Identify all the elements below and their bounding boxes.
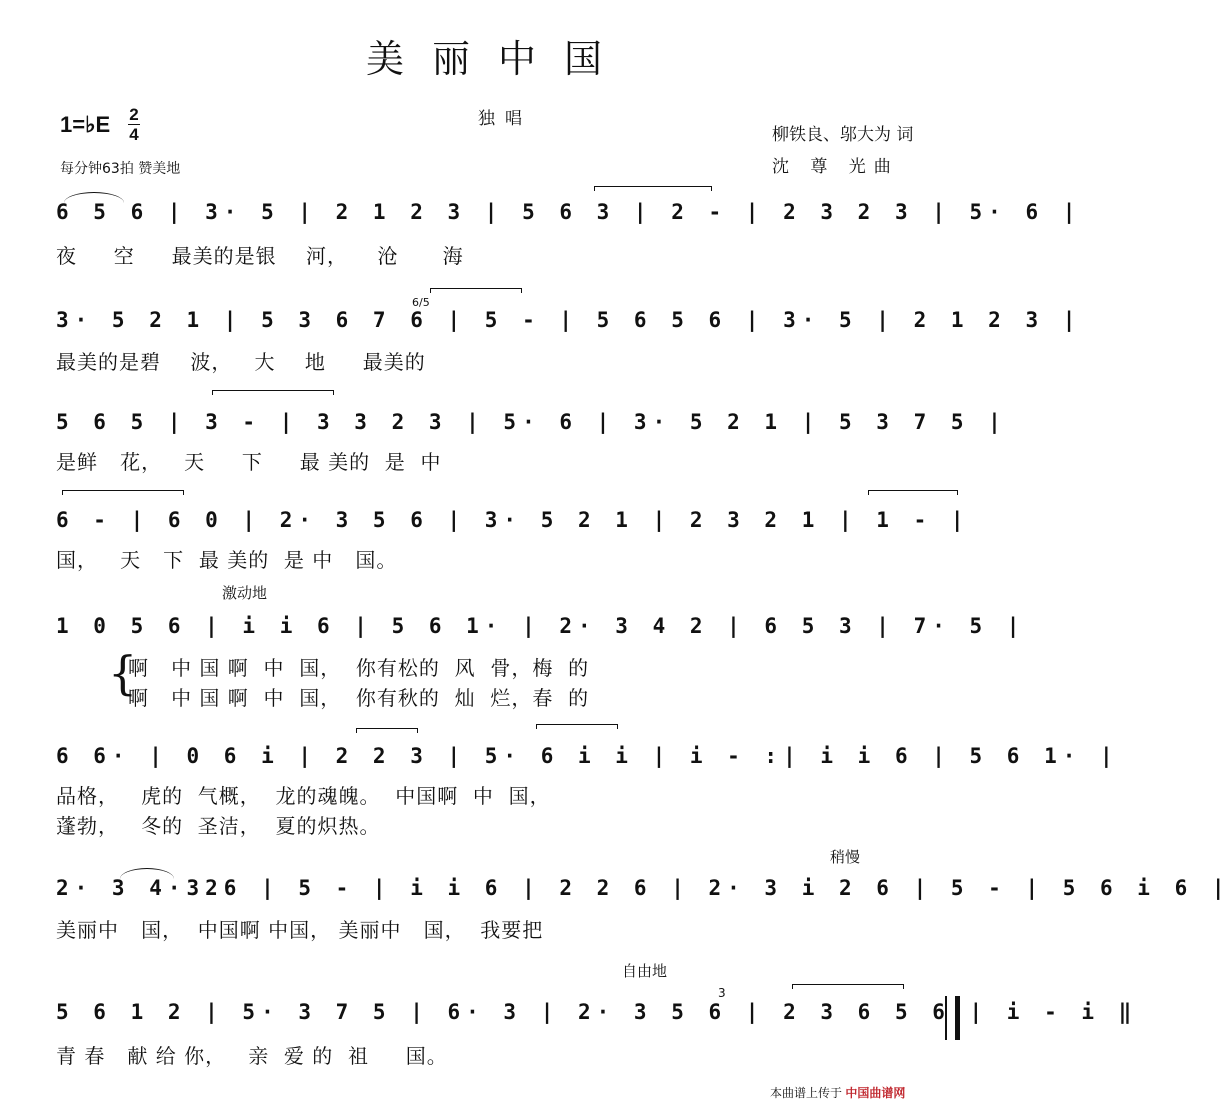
- performance-type: 独唱: [478, 109, 532, 129]
- footer-prefix: 本曲谱上传于: [770, 1086, 843, 1100]
- tie: [594, 186, 712, 191]
- composer-credit: 沈 尊 光曲: [772, 157, 899, 177]
- footer-credit: [770, 1084, 905, 1101]
- system-3-lyrics: 是鲜 花， 天 下 最 美的 是 中: [56, 450, 442, 474]
- tie: [356, 728, 418, 733]
- slur: [120, 868, 174, 879]
- system-3-notes: 5 6 5 | 3 - | 3 3 2 3 | 5· 6 | 3· 5 2 1 | 5 3 7 5 |: [56, 410, 1007, 434]
- key-change-mark: 6/5: [412, 296, 430, 309]
- system-4-lyrics: 国， 天 下 最 美的 是 中 国。: [56, 548, 398, 572]
- system-5-lyrics-verse-1: 啊 中 国 啊 中 国， 你有松的 风 骨，梅 的: [128, 656, 590, 680]
- time-denominator: 4: [129, 125, 139, 144]
- system-4-notes: 6 - | 6 0 | 2· 3 5 6 | 3· 5 2 1 | 2 3 2 1 | 1 - |: [56, 508, 970, 532]
- tie: [62, 490, 184, 495]
- final-barline: [945, 996, 960, 1040]
- time-signature: [128, 106, 140, 143]
- expression-mark-shaoman: 稍慢: [830, 848, 861, 866]
- system-6-notes: 6 6· | 0 6 i | 2 2 3 | 5· 6 i i | i - :| i i 6 | 5 6 1· |: [56, 744, 1119, 768]
- tie: [868, 490, 958, 495]
- system-5-notes: 1 0 5 6 | i i 6 | 5 6 1· | 2· 3 4 2 | 6 5 3 | 7· 5 |: [56, 614, 1026, 638]
- system-7-notes: 2· 3 4·326 | 5 - | i i 6 | 2 2 6 | 2· 3 i 2 6 | 5 - | 5 6 i 6 |: [56, 876, 1231, 900]
- key-signature: 1=♭E: [60, 112, 111, 137]
- system-5-lyrics-verse-2: 啊 中 国 啊 中 国， 你有秋的 灿 烂，春 的: [128, 686, 590, 710]
- system-8-notes: 5 6 1 2 | 5· 3 7 5 | 6· 3 | 2· 3 5 6 | 2 3 6 5 6 | i - i ‖: [56, 1000, 1138, 1024]
- tie: [430, 288, 522, 293]
- system-8-lyrics: 青 春 献 给 你， 亲 爱 的 祖 国。: [56, 1044, 448, 1068]
- system-1-notes: 6 5 6 | 3· 5 | 2 1 2 3 | 5 6 3 | 2 - | 2 3 2 3 | 5· 6 |: [56, 200, 1082, 224]
- song-title: 美丽中国: [365, 37, 630, 81]
- verse-brace: {: [108, 646, 138, 700]
- system-1-lyrics: 夜 空 最美的是银 河， 沧 海: [56, 244, 464, 268]
- system-6-lyrics-verse-2: 蓬勃， 冬的 圣洁， 夏的炽热。: [56, 814, 381, 838]
- slur: [64, 192, 124, 203]
- site-logo: 中国曲谱网: [845, 1086, 906, 1100]
- triplet-mark: 3: [718, 986, 726, 1000]
- system-6-lyrics-verse-1: 品格， 虎的 气概， 龙的魂魄。 中国啊 中 国，: [56, 784, 551, 808]
- tie: [536, 724, 618, 729]
- system-2-notes: 3· 5 2 1 | 5 3 6 7 6 | 5 - | 5 6 5 6 | 3· 5 | 2 1 2 3 |: [56, 308, 1082, 332]
- tie: [212, 390, 334, 395]
- tie: [792, 984, 904, 989]
- expression-mark-jidong: 激动地: [222, 584, 268, 602]
- tempo-marking: 每分钟63拍 赞美地: [60, 161, 181, 177]
- time-numerator: 2: [129, 105, 139, 124]
- lyricist-credit: 柳铁良、邬大为 词: [772, 125, 914, 145]
- system-2-lyrics: 最美的是碧 波， 大 地 最美的: [56, 350, 426, 374]
- expression-mark-ziyou: 自由地: [622, 962, 668, 980]
- system-7-lyrics: 美丽中 国， 中国啊 中国， 美丽中 国， 我要把: [56, 918, 544, 942]
